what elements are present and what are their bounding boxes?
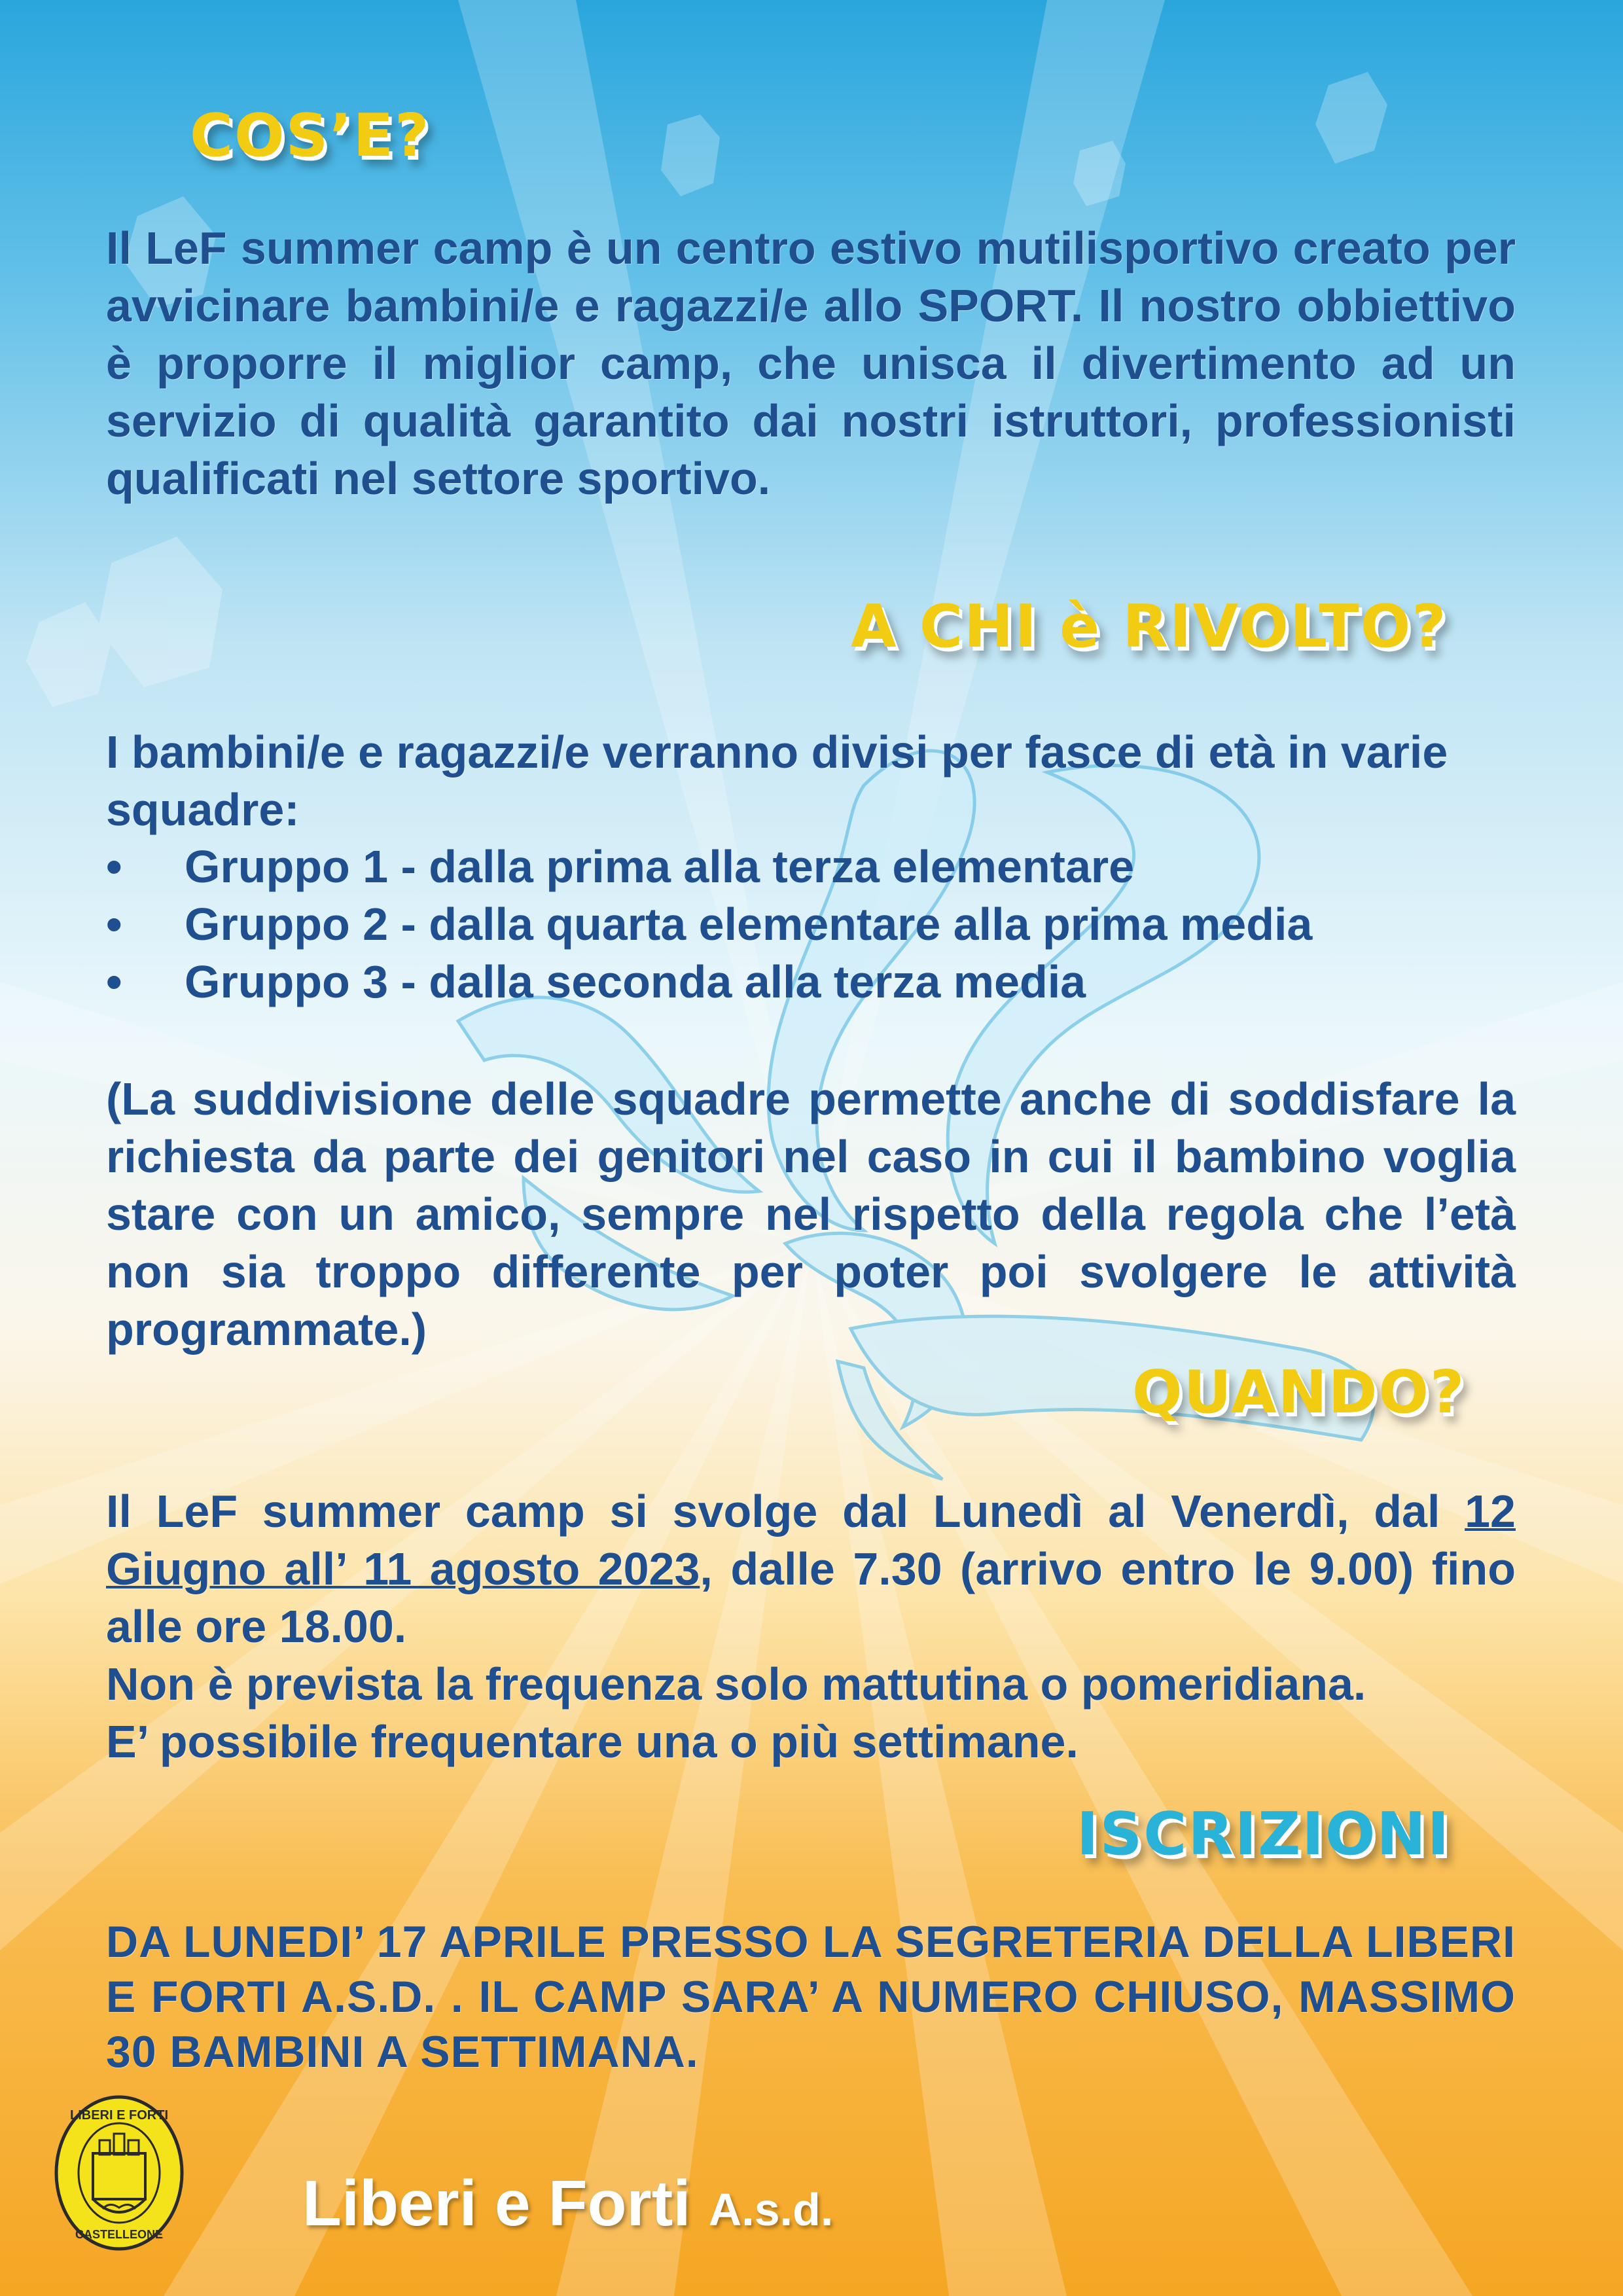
when-text-2: , dalle 7.30 (arrivo entro le 9.00) fino alle ore 18.00. <box>106 1543 1516 1652</box>
when-dates: 12 Giugno all’ 11 agosto 2023 <box>106 1486 1516 1594</box>
club-seal-icon <box>54 2094 185 2251</box>
heading-quando: QUANDO? <box>1132 1358 1466 1427</box>
groups-list <box>106 838 1516 1011</box>
bullet-icon: • <box>106 841 122 892</box>
footer-name: Liberi e Forti <box>302 2167 691 2239</box>
list-item <box>106 895 1516 953</box>
bullet-icon: • <box>106 956 122 1007</box>
logo-bottom-text: CASTELLEONE <box>75 2228 164 2241</box>
when-line-2: Non è prevista la frequenza solo mattutina o pomeridiana. <box>106 1659 1366 1710</box>
footer-org-name <box>302 2166 833 2240</box>
group-label: Gruppo 1 - dalla prima alla terza elementare <box>185 841 1135 892</box>
heading-cose: COS’E? <box>190 101 431 170</box>
bullet-icon: • <box>106 899 122 950</box>
groups-note: (La suddivisione delle squadre permette anche di soddisfare la richiesta da parte dei genitori nel caso in cui il bambino voglia stare con un amico, sempre nel rispetto della regola che l’età non sia troppo differente per poter poi svolgere le attività programmate.) <box>106 1073 1516 1355</box>
when-block <box>106 1482 1516 1770</box>
club-logo <box>54 2094 185 2251</box>
when-line-3: E’ possibile frequentare una o più settimane. <box>106 1716 1079 1767</box>
groups-intro: I bambini/e e ragazzi/e verranno divisi per fasce di età in varie squadre: <box>106 726 1448 835</box>
footer-suffix: A.s.d. <box>708 2184 834 2235</box>
intro-paragraph: Il LeF summer camp è un centro estivo mutilisportivo creato per avvicinare bambini/e e ragazzi/e allo SPORT. Il nostro obbiettivo è proporre il miglior camp, che unisca il divertimento ad un servizio di qualità garantito dai nostri istruttori, professionisti qualificati nel settore sportivo. <box>106 223 1516 504</box>
logo-top-text: LIBERI E FORTI <box>70 2108 168 2123</box>
heading-iscrizioni: ISCRIZIONI <box>1077 1800 1451 1869</box>
list-item <box>106 838 1516 895</box>
registration-paragraph: DA LUNEDI’ 17 APRILE PRESSO LA SEGRETERIA DELLA LIBERI E FORTI A.S.D. . IL CAMP SARA’ A NUMERO CHIUSO, MASSIMO 30 BAMBINI A SETTIMANA. <box>106 1917 1516 2077</box>
list-item <box>106 953 1516 1011</box>
heading-rivolto: A CHI è RIVOLTO? <box>851 592 1448 661</box>
when-text-1: Il LeF summer camp si svolge dal Lunedì al Venerdì, dal <box>106 1486 1465 1537</box>
when-paragraph <box>106 1482 1516 1655</box>
group-label: Gruppo 2 - dalla quarta elementare alla prima media <box>185 899 1313 950</box>
group-label: Gruppo 3 - dalla seconda alla terza media <box>185 956 1086 1007</box>
